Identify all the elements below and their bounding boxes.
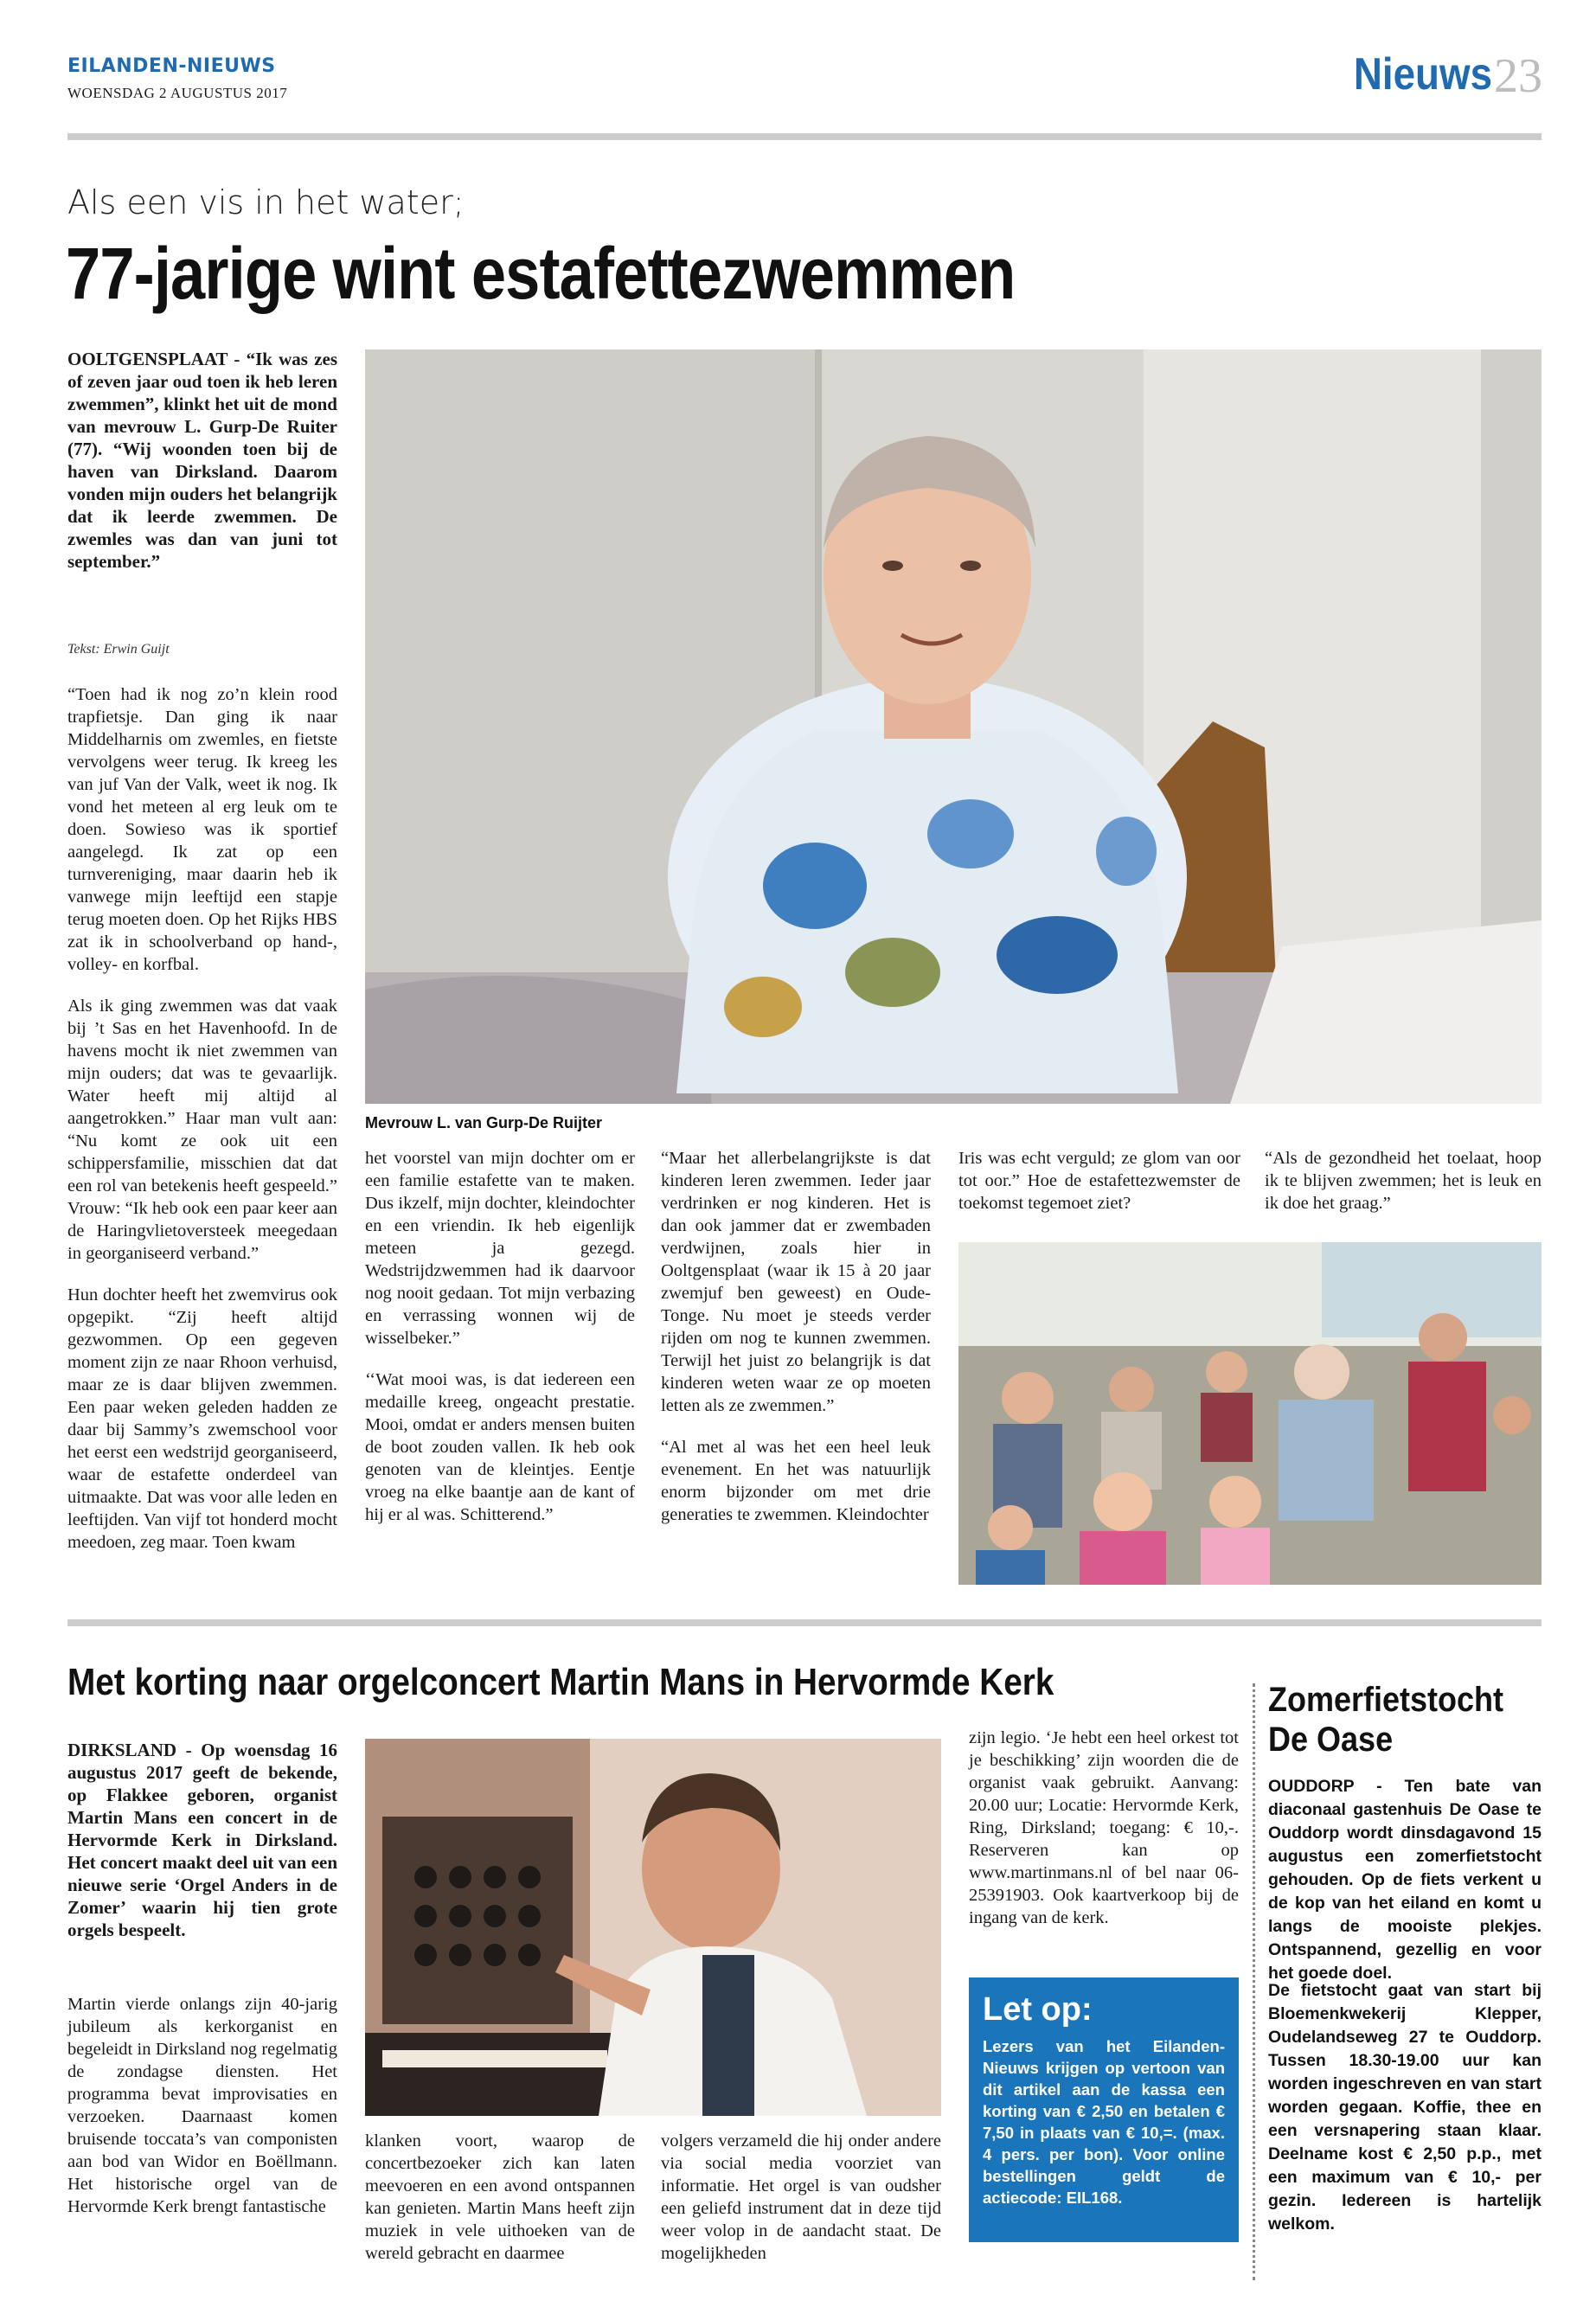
page-number: 23 [1494,49,1542,103]
concert-column-4: zijn legio. ‘Je hebt een heel orkest tot je beschikking’ zijn woorden die de organist vaak gebruikt. Aanvang: 20.00 uur; Locatie: Hervormde Kerk, Ring, Dirksland; toegang: € 10,-. Reserveren kan op www.martinmans.nl of bel naar 06-25391903. Ook kaartverkoop bij de ingang van de kerk. [969,1728,1239,1927]
article-column-4 [958,1147,1240,1234]
article-column-1 [67,683,337,1573]
section-rule [67,1619,1542,1626]
paragraph: het voorstel van mijn dochter om er een familie estafette van te maken. Dus ikzelf, mijn dochter, kleindochter en een vriendin. Ik heb eigenlijk meteen ja gezegd. Wedstrijdzwemmen had ik daarvoor nog nooit gedaan. Tot mijn verbazing en verrassing wonnen wij de wisselbeker.” [365,1149,635,1348]
photo-caption: Mevrouw L. van Gurp-De Ruijter [365,1114,603,1131]
sidebar-paragraph-2: De fietstocht gaat van start bij Bloemenkwekerij Klepper, Oudelandseweg 27 te Ouddorp. Tussen 18.30-19.00 uur kan worden ingeschreven en van start worden gegaan. Koffie, thee en een versnapering staan klaar. Deelname kost € 2,50 p.p., met een maximum van € 10,- per gezin. Iedereen is hartelijk welkom. [1268,1981,1542,2234]
paragraph: ‘‘Wat mooi was, is dat iedereen een medaille kreeg, ongeacht prestatie. Mooi, omdat er anders mensen buiten de boot zouden vallen. Ik heb ook genoten van de kleintjes. Eentje vroeg na elke baantje aan de kant of hij er al was. Schitterend.” [365,1370,635,1524]
portrait-photo [365,349,1542,1104]
paragraph: Hun dochter heeft het zwemvirus ook opgepikt. “Zij heeft altijd gezwommen. Op een gegeven moment zijn ze naar Rhoon verhuisd, maar ze is daar blijven zwemmen. Een paar weken geleden hadden ze daar bij Sammy’s zwemschool voor het eerst een wedstrijd georganiseerd, waar de estafette onderdeel van uitmaakte. Dat was voor alle leden en leeftijden. Van vijf tot honderd mocht meedoen, zeg maar. Toen kwam [67,1285,337,1552]
paragraph: “Al met al was het een heel leuk evenement. En het was natuurlijk enorm bijzonder om met drie generaties te zwemmen. Kleindochter [661,1438,931,1524]
concert-column-3: volgers verzameld die hij onder andere via social media voorziet van informatie. Het orgel is van oudsher een geliefd instrument dat in deze tijd weer volop in de aandacht staat. De mogelijkheden [661,2131,941,2263]
paragraph: “Maar het allerbelangrijkste is dat kinderen leren zwemmen. Ieder jaar verdrinken er nog kinderen. Het is dan ook jammer dat er zwembaden verdwijnen, zoals hier in Ooltgensplaat (waar ik 15 à 20 jaar zwemjuf ben geweest) en Oude-Tonge. Nu moet je steeds verder rijden om nog te kunnen zwemmen. Terwijl het juist zo belangrijk is dat kinderen weten waar ze op moeten letten als ze zwemmen.” [661,1149,931,1415]
article-lead: OOLTGENSPLAAT - “Ik was zes of zeven jaar oud toen ik heb leren zwemmen”, klinkt het uit de mond van mevrouw L. Gurp-De Ruiter (77). “Wij woonden toen bij de haven van Dirksland. Daarom vonden mijn ouders het belangrijk dat ik leerde zwemmen. De zwemles was dan van juni tot september.” [67,349,337,572]
author-credit: Tekst: Erwin Guijt [67,642,170,657]
sidebar-paragraph-1: OUDDORP - Ten bate van diaconaal gastenhuis De Oase te Ouddorp wordt dinsdagavond 15 augustus een zomerfietstocht gehouden. Op de fiets verkent u de kop van het eiland en komt u langs de mooiste plekjes. Ontspannend, gezellig en voor het goede doel. [1268,1777,1542,1983]
article-column-2 [365,1147,635,1545]
paragraph: “Toen had ik nog zo’n klein rood trapfietsje. Dan ging ik naar Middelharnis om zwemles, en fietste vervolgens weer terug. Ik kreeg les van juf Van der Valk, weet ik nog. Ik vond het meteen al erg leuk om te doen. Sowieso was ik sportief aangelegd. Ik zat op een turnvereniging, maar daarin heb ik vanwege mijn leeftijd een stapje terug moeten doen. Op het Rijks HBS zat ik in schoolverband op hand-, volley- en korfbal. [67,685,337,974]
issue-date: WOENSDAG 2 AUGUSTUS 2017 [67,85,288,101]
sidebar-headline [1268,1680,1503,1759]
article-headline: 77-jarige wint estafettezwemmen [66,233,1016,314]
paragraph: “Als de gezondheid het toelaat, hoop ik te blijven zwemmen; het is leuk en ik doe het graag.” [1265,1149,1542,1213]
discount-text: Lezers van het Eilanden-Nieuws krijgen op vertoon van dit artikel aan de kassa een korting van € 2,50 en betalen € 7,50 in plaats van € 10,=. (max. 4 pers. per bon). Voor online bestellingen geldt de actiecode: EIL168. [983,2037,1225,2207]
paragraph: Iris was echt verguld; ze glom van oor tot oor.” Hoe de estafettezwemster de toekomst tegemoet ziet? [958,1149,1240,1213]
article-column-5 [1265,1147,1542,1234]
sidebar-divider [1253,1683,1255,2280]
concert-headline: Met korting naar orgelconcert Martin Mans in Hervormde Kerk [67,1661,1054,1703]
header-rule [67,133,1542,140]
discount-box [969,1977,1239,2242]
sidebar-headline-line-2: De Oase [1268,1721,1394,1759]
paragraph: Als ik ging zwemmen was dat vaak bij ’t Sas en het Havenhoofd. In de havens mocht ik niet zwemmen van mijn ouders; dat was te gevaarlijk. Water heeft mij altijd al aangetrokken.” Haar man vult aan: “Nu komt ze ook uit een schippersfamilie, misschien dat dat een rol van betekenis heeft gespeeld.” Vrouw: “Ik heb ook een paar keer aan de Haringvlietoversteek meegedaan in georganiseerd verband.” [67,997,337,1263]
concert-column-2: klanken voort, waarop de concertbezoeker zich kan laten meevoeren en een avond ontspannen kan genieten. Martin Mans heeft zijn muziek in vele uithoeken van de wereld gebracht en daarmee [365,2131,635,2263]
article-column-3 [661,1147,931,1545]
organist-photo [365,1739,941,2116]
group-photo [958,1242,1542,1585]
sidebar-headline-line-1: Zomerfietstocht [1268,1681,1504,1719]
concert-column-1: Martin vierde onlangs zijn 40-jarig jubileum als kerkorganist en begeleidt in Dirksland nog regelmatig de zondagse diensten. Het programma bevat improvisaties en verzoeken. Daarnaast komen bruisende toccata’s van componisten aan bod van Widor en Boëllmann. Het historische orgel van de Hervormde Kerk brengt fantastische [67,1995,337,2216]
masthead-logo: EILANDEN-NIEUWS [67,55,276,77]
concert-lead: DIRKSLAND - Op woensdag 16 augustus 2017 geeft de bekende, op Flakkee geboren, organist Martin Mans een concert in de Hervormde Kerk in Dirksland. Het concert maakt deel uit van een nieuwe serie ‘Orgel Anders in de Zomer’ waarin hij tien grote orgels bespeelt. [67,1740,337,1940]
article-kicker: Als een vis in het water; [67,183,465,221]
discount-title: Let op: [983,1991,1093,2028]
section-title: Nieuws [1353,49,1492,99]
